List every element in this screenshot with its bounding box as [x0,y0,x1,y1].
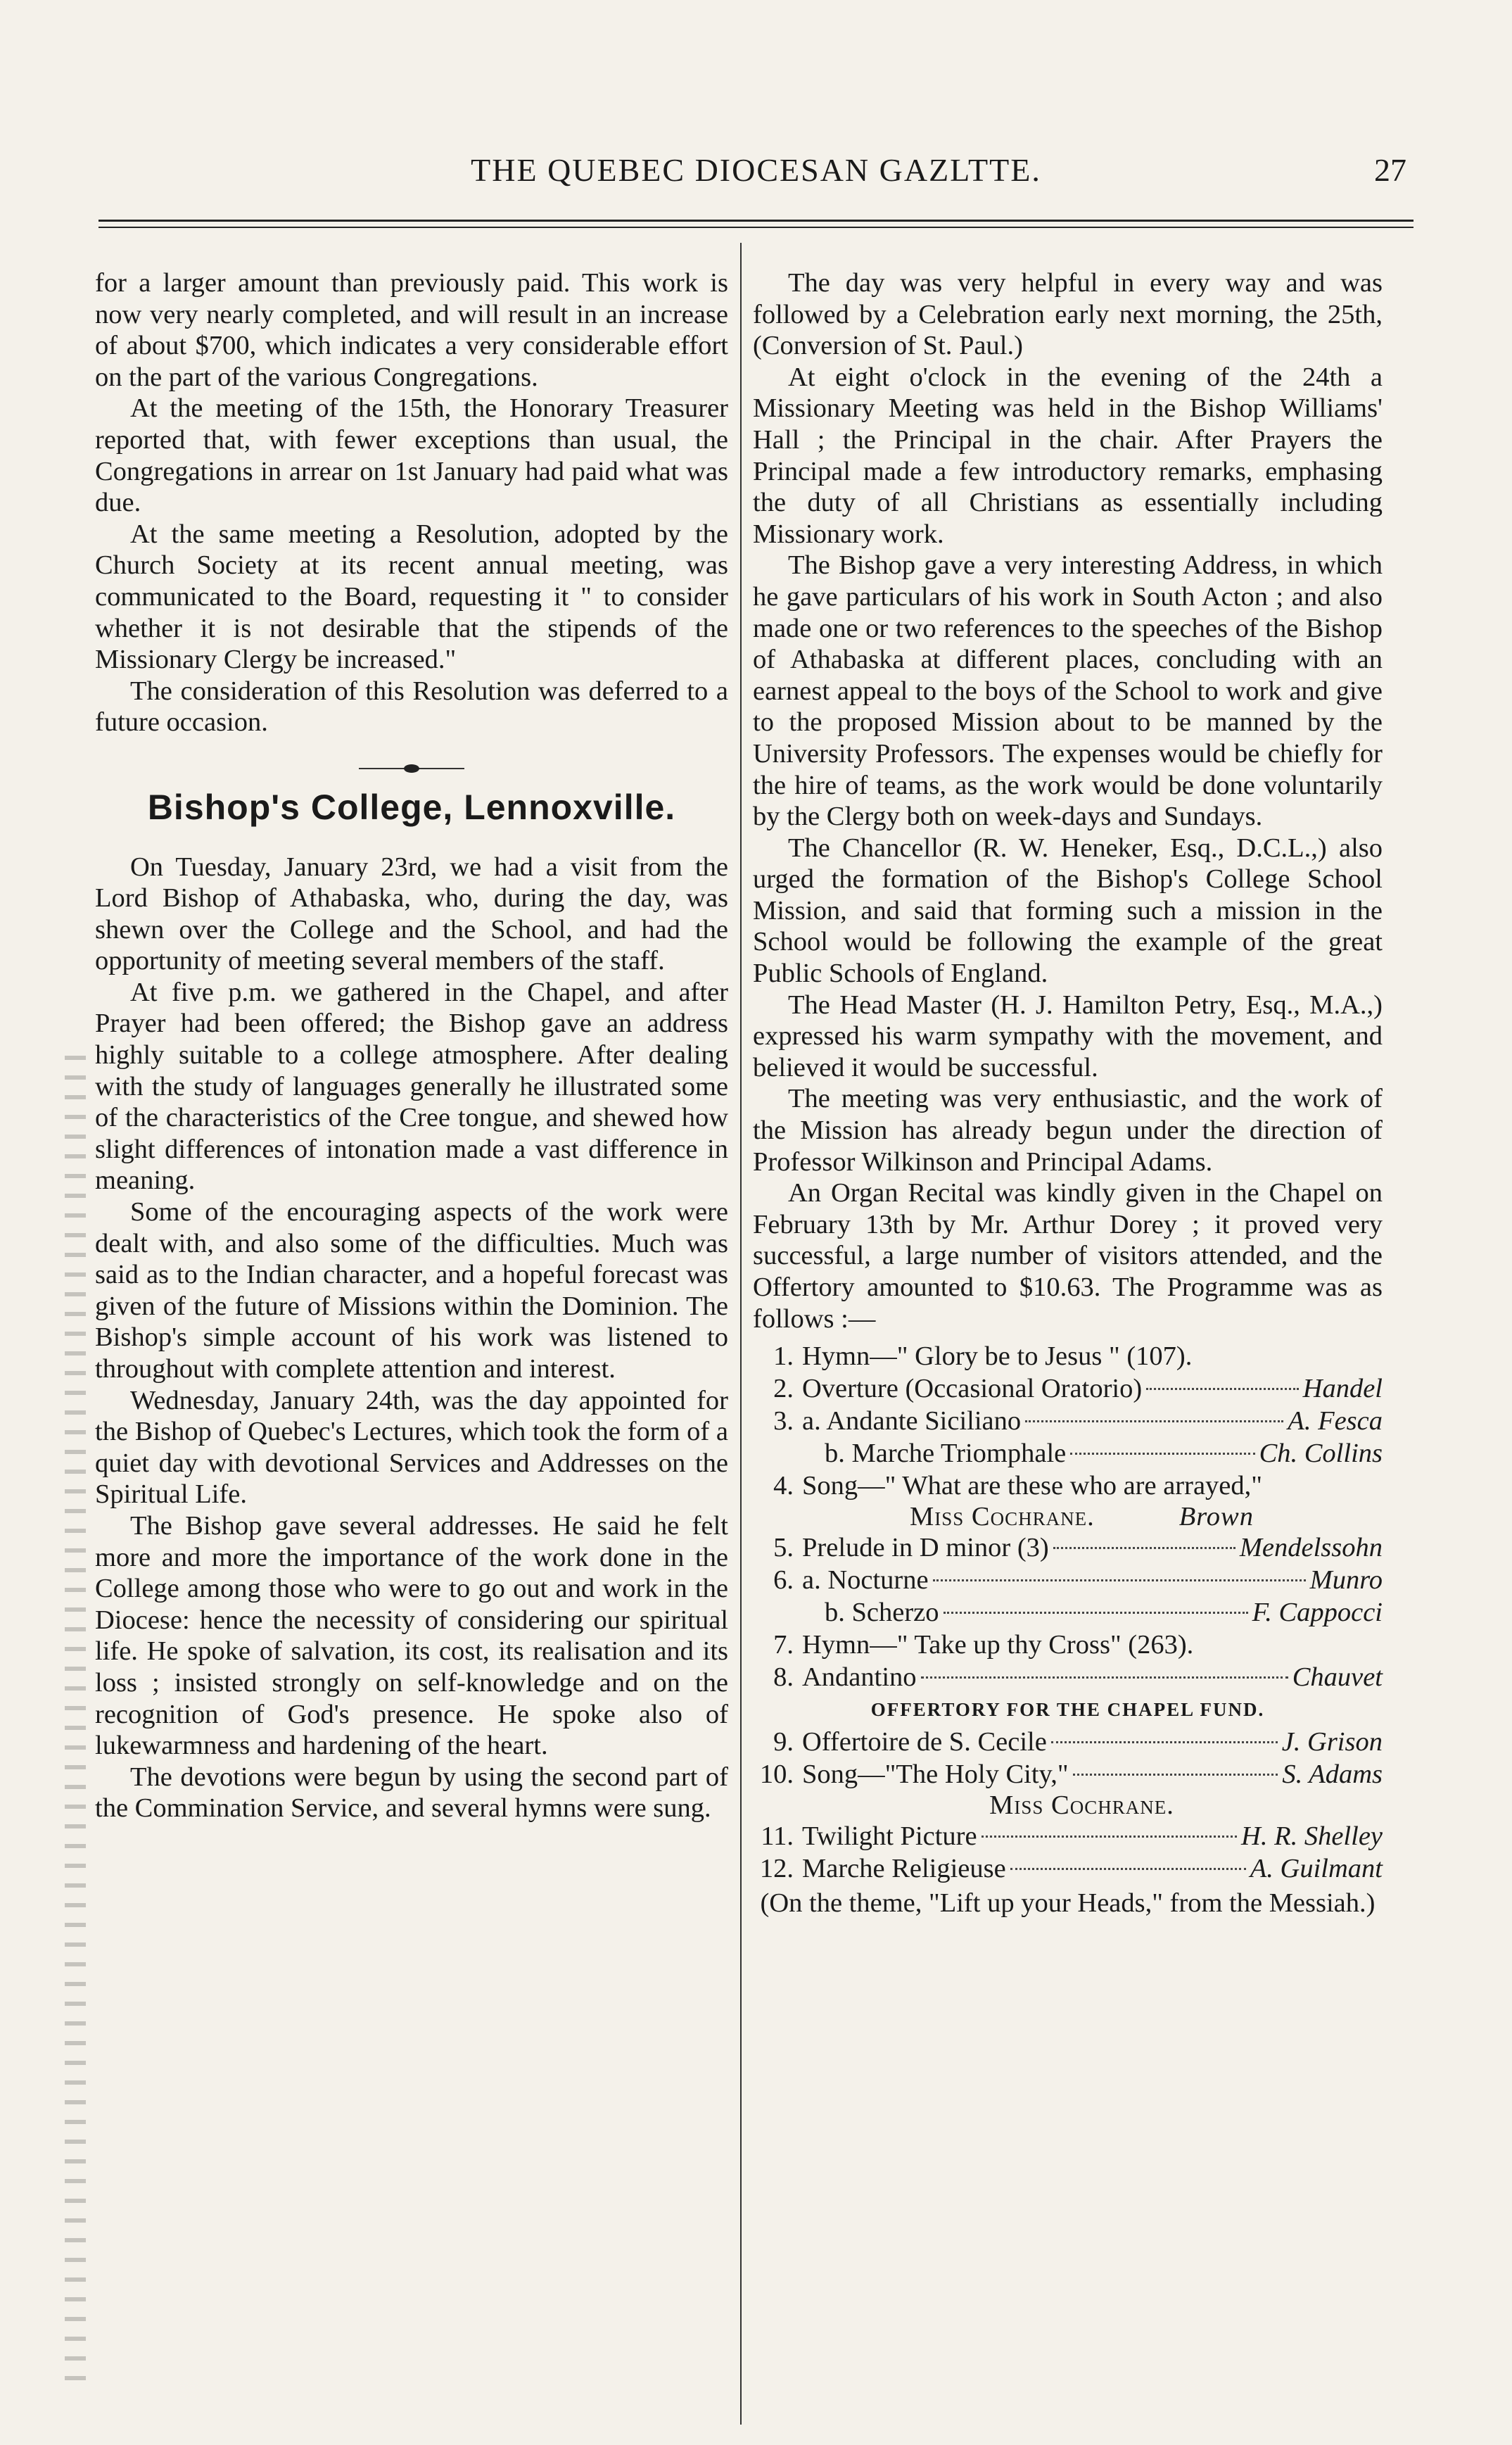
programme-item-composer: Mendelssohn [1239,1533,1383,1563]
running-head [106,151,1406,208]
dot-leader [1053,1547,1235,1549]
paragraph: The Bishop gave a very interesting Address, in which he gave particulars of his work in South Acton ; and also made one or two references to the speeches of the Bishop of Athabaska at different places, concluding with an earnest appeal to the boys of the School to work and give to the proposed Mission about to be manned by the University Professors. The expenses would be chiefly for the hire of teams, as the work would be done voluntarily by the Clergy both on week-days and Sundays. [753,550,1383,832]
programme-item [753,1564,1383,1596]
paragraph: At the meeting of the 15th, the Honorary Treasurer reported that, with fewer exceptions than usual, the Congregations in arrear on 1st January had paid what was due. [95,393,728,518]
programme-item-number: 8. [773,1662,794,1693]
programme-item-performer-line [753,1502,1383,1531]
programme-item-number: 10. [759,1759,794,1790]
programme-item [753,1726,1383,1758]
paragraph: The devotions were begun by using the second part of the Commination Service, and several hymns were sung. [95,1762,728,1824]
paragraph: for a larger amount than previously paid. This work is now very nearly completed, and will result in an increase of about $700, which indicates a very considerable effort on the part of the various Congregations. [95,268,728,392]
programme-item-composer: H. R. Shelley [1241,1821,1383,1852]
programme-item-title: a. Andante Siciliano [802,1406,1022,1436]
paragraph: Some of the encouraging aspects of the work were dealt with, and also some of the difficulties. Much was said as to the Indian character, and a hopeful forecast was given of the future of Missions within the Dominion. The Bishop's simple account of his work was listened to throughout with complete attention and interest. [95,1197,728,1384]
programme-item-title: Hymn—" Take up thy Cross" (263). [802,1630,1194,1660]
paragraph: At eight o'clock in the evening of the 24th a Missionary Meeting was held in the Bishop Williams' Hall ; the Principal in the chair. After Prayers the Principal made a few introductory remarks, emphasing the duty of all Christians as essentially including Missionary work. [753,362,1383,549]
programme-item [753,1372,1383,1405]
left-column [95,267,728,1824]
paragraph: The Head Master (H. J. Hamilton Petry, Esq., M.A.,) expressed his warm sympathy with the movement, and believed it would be successful. [753,990,1383,1082]
programme-item-performer: Miss Cochrane. [910,1502,1095,1532]
programme-item-title: a. Nocturne [802,1565,929,1596]
programme-item [753,1470,1383,1502]
dot-leader [1073,1774,1278,1776]
programme-item-title: Song—"The Holy City," [802,1759,1069,1790]
programme-item-composer: Handel [1302,1374,1383,1404]
programme-item-performer: Miss Cochrane. [989,1790,1174,1821]
dot-leader [944,1612,1248,1614]
programme-item-composer: F. Cappocci [1252,1598,1383,1628]
programme-item-composer: A. Guilmant [1250,1854,1383,1884]
programme-item-title: Overture (Occasional Oratorio) [802,1374,1143,1404]
dot-leader [921,1676,1288,1679]
binding-gutter-marks [65,1056,86,2393]
paragraph: An Organ Recital was kindly given in the Chapel on February 13th by Mr. Arthur Dorey ; it proved very successful, a large number of visitors attended, and the Offertory amounted to $10.63. The Programme was as follows :— [753,1178,1383,1334]
dot-leader [933,1579,1306,1581]
programme-item-performer-line [753,1790,1383,1820]
programme-item [753,1852,1383,1885]
programme-item-title: Offertoire de S. Cecile [802,1727,1047,1757]
programme-item [753,1340,1383,1372]
recital-programme [753,1340,1383,1885]
programme-item-composer: A. Fesca [1288,1406,1383,1436]
programme-item [753,1820,1383,1852]
programme-item-composer: J. Grison [1281,1727,1383,1757]
paragraph: The day was very helpful in every way and was followed by a Celebration early next morning, the 25th, (Conversion of St. Paul.) [753,268,1383,361]
programme-item-title: Marche Religieuse [802,1854,1006,1884]
programme-item-composer: Brown [1179,1502,1254,1532]
programme-item-title: Prelude in D minor (3) [802,1533,1049,1563]
paragraph: The Bishop gave several addresses. He said he felt more and more the importance of the work done in the College among those who were to go out and work in the Diocese: hence the necessity of considering our spiritual life. He spoke of salvation, its cost, its realisation and its loss ; insisted strongly on self-knowledge and on the recognition of God's presence. He spoke also of lukewarmness and hardening of the heart. [95,1510,728,1761]
dot-leader [1146,1388,1298,1390]
programme-item-number: 5. [773,1533,794,1563]
programme-item-title: Twilight Picture [802,1821,977,1852]
programme-item-number: 6. [773,1565,794,1596]
programme-subheading: OFFERTORY FOR THE CHAPEL FUND. [870,1699,1265,1721]
running-title: THE QUEBEC DIOCESAN GAZLTTE. [471,152,1041,188]
programme-item-composer: S. Adams [1282,1759,1383,1790]
programme-item-composer: Munro [1309,1565,1383,1596]
paragraph: On Tuesday, January 23rd, we had a visit from the Lord Bishop of Athabaska, who, during the day, was shewn over the College and the School, and had the opportunity of meeting several members of the staff. [95,852,728,976]
paragraph: The meeting was very enthusiastic, and the work of the Mission has already begun under the direction of Professor Wilkinson and Principal Adams. [753,1084,1383,1177]
dot-leader [1010,1868,1246,1870]
paragraph: Wednesday, January 24th, was the day appointed for the Bishop of Quebec's Lectures, which took the form of a quiet day with devotional Services and Addresses on the Spiritual Life. [95,1385,728,1510]
right-column [753,267,1383,1919]
programme-item [753,1531,1383,1564]
paragraph: At five p.m. we gathered in the Chapel, and after Prayer had been offered; the Bishop gave an address highly suitable to a college atmosphere. After dealing with the study of languages generally he illustrated some of the characteristics of the Cree tongue, and shewed how slight differences of intonation made a vast difference in meaning. [95,977,728,1196]
programme-item-composer: Chauvet [1292,1662,1383,1693]
programme-item-number: 11. [761,1821,794,1852]
programme-item-number: 1. [773,1341,794,1372]
header-rule [99,227,1413,228]
programme-item [753,1405,1383,1437]
programme-item [753,1661,1383,1693]
programme-item-title: b. Marche Triomphale [825,1439,1067,1469]
programme-item-number: 12. [759,1854,794,1884]
section-ornament [359,766,464,771]
programme-item-title: Andantino [802,1662,917,1693]
dot-leader [1051,1741,1278,1743]
programme-item [753,1629,1383,1661]
dot-leader [1025,1420,1283,1422]
programme-item [753,1596,1383,1629]
programme-item-number: 4. [773,1471,794,1501]
column-divider [740,243,742,2425]
programme-item [753,1758,1383,1790]
dot-leader [981,1836,1237,1838]
programme-item-number: 7. [773,1630,794,1660]
page-number: 27 [1374,152,1406,188]
programme-item-composer: Ch. Collins [1259,1439,1383,1469]
programme-item-title: Song—" What are these who are arrayed," [802,1471,1262,1501]
programme-item-number: 9. [773,1727,794,1757]
dot-leader [1070,1453,1254,1455]
programme-item-title: b. Scherzo [825,1598,939,1628]
programme-item-title: Hymn—" Glory be to Jesus " (107). [802,1341,1193,1372]
paragraph: At the same meeting a Resolution, adopted by the Church Society at its recent annual meeting, was communicated to the Board, requesting it " to consider whether it is not desirable that the stipends of the Missionary Clergy be increased." [95,519,728,675]
header-rule [99,220,1413,222]
programme-closing-note: (On the theme, "Lift up your Heads," from the Messiah.) [760,1888,1376,1919]
programme-item [753,1437,1383,1470]
section-heading: Bishop's College, Lennoxville. [147,787,676,827]
programme-item-number: 2. [773,1374,794,1404]
programme-item-number: 3. [773,1406,794,1436]
paragraph: The Chancellor (R. W. Heneker, Esq., D.C.L.,) also urged the formation of the Bishop's College School Mission, and said that forming such a mission in the School would be following the example of the great Public Schools of England. [753,833,1383,989]
paragraph: The consideration of this Resolution was deferred to a future occasion. [95,676,728,738]
